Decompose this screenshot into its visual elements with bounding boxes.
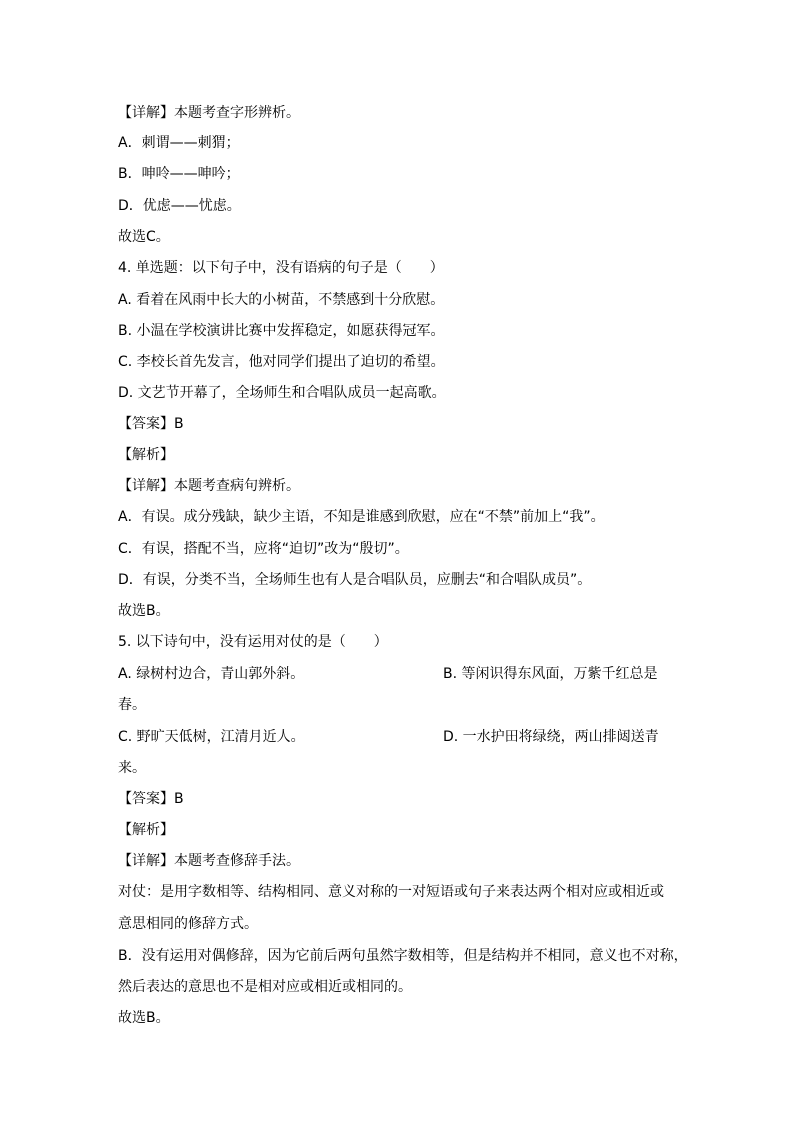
text-line: C. 李校长首先发言，他对同学们提出了迫切的希望。 [118, 354, 445, 370]
text-line: C. 野旷天低树，江清月近人。 [118, 729, 305, 745]
text-line: 【详解】本题考查修辞手法。 [118, 853, 300, 869]
text-line: 【详解】本题考查病句辨析。 [118, 478, 300, 494]
text-line: 春。 [118, 697, 146, 713]
text-line: 故选C。 [118, 229, 170, 245]
text-line: D．优虑——忧虑。 [118, 198, 241, 214]
text-line: B．没有运用对偶修辞，因为它前后两句虽然字数相等，但是结构并不相同，意义也不对称， [118, 948, 688, 964]
text-line: A. 绿树村边合，青山郭外斜。 [118, 666, 305, 682]
text-line: 对仗：是用字数相等、结构相同、意义对称的一对短语或句子来表达两个相对应或相近或 [118, 884, 664, 900]
text-line: B. 小温在学校演讲比赛中发挥稳定，如愿获得冠军。 [118, 323, 445, 339]
text-line: 【解析】 [118, 447, 174, 463]
text-line: 4. 单选题：以下句子中，没有语病的句子是（ ） [118, 260, 444, 276]
text-line: D．有误，分类不当，全场师生也有人是合唱队员，应删去“和合唱队成员”。 [118, 572, 592, 588]
text-line: A. 看着在风雨中长大的小树苗，不禁感到十分欣慰。 [118, 292, 445, 308]
text-line: 【答案】B [118, 416, 184, 432]
text-line: 故选B。 [118, 603, 170, 619]
text-line: 5. 以下诗句中，没有运用对仗的是（ ） [118, 634, 388, 650]
text-line: D. 文艺节开幕了，全场师生和合唱队成员一起高歌。 [118, 385, 446, 401]
text-line: 意思相同的修辞方式。 [118, 916, 258, 932]
text-line: 【解析】 [118, 822, 174, 838]
text-line: C．有误，搭配不当，应将“迫切”改为“殷切”。 [118, 541, 409, 557]
text-line: 来。 [118, 760, 146, 776]
option-right-column: D. 一水护田将绿绕，两山排闼送青 [443, 729, 659, 745]
text-line: 【答案】B [118, 791, 184, 807]
text-line: 【详解】本题考查字形辨析。 [118, 105, 300, 121]
text-line: 然后表达的意思也不是相对应或相近或相同的。 [118, 979, 412, 995]
text-line: 故选B。 [118, 1010, 170, 1026]
option-right-column: B. 等闲识得东风面，万紫千红总是 [443, 666, 658, 682]
text-line: A．刺谓——刺猬； [118, 135, 240, 151]
text-line: A．有误。成分残缺，缺少主语，不知是谁感到欣慰，应在“不禁”前加上“我”。 [118, 509, 605, 525]
text-line: B．呻呤——呻吟； [118, 166, 240, 182]
